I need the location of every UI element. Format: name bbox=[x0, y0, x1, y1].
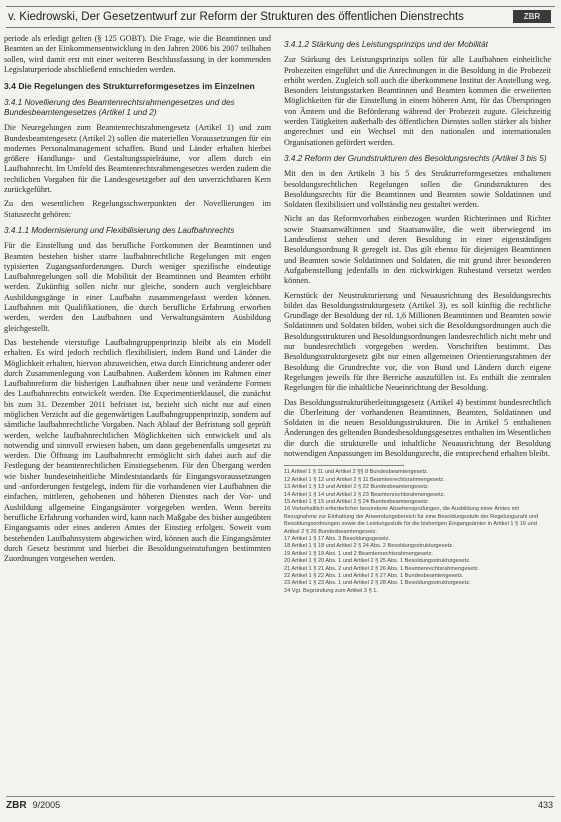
footnote: 21 Artikel 1 § 21 Abs. 2 und Artikel 2 § 26 Abs. 1 Beamtenrechtsrahmengesetz. bbox=[284, 565, 480, 572]
footnote: 15 Artikel 1 § 15 und Artikel 2 § 24 Bundesbeamtengesetz. bbox=[284, 498, 430, 505]
left-column bbox=[4, 34, 271, 782]
footnote: 18 Artikel 1 § 18 und Artikel 2 § 24 Abs. 2 Besoldungsstrukturgesetz. bbox=[284, 543, 454, 550]
section-heading: 3.4 Die Regelungen des Strukturreformgesetzes im Einzelnen bbox=[4, 81, 255, 92]
footnote: 16 Vorbehaltlich erforderlicher besonderer Absehensprüfungen, die Ausbildung einer Amtes mit Bezugnahme zur Einhaltung der Anwendungsbereich für eine Besoldungsstufe der Regelungszahl und Besoldungsordnungen sowie die Leistungsstufe für die bisherigen Eingangsämter in Artikel 1 § 16 und Artikel 2 § 26 Bundesbeamtengesetz. bbox=[284, 506, 539, 535]
paragraph: Zu den wesentlichen Regelungsschwerpunkten der Novellierungen im Statusrecht gehören: bbox=[4, 199, 271, 219]
paragraph: Mit den in den Artikeln 3 bis 5 des Strukturreformgesetzes enthaltenen besoldungsrechtlichen Regelungen sollen die Grundstrukturen des Besoldungsrechts für die Beamtinnen und Beamten sowie Soldatinnen und Soldaten flexibilisiert und vollständig neu gestaltet werden. bbox=[284, 169, 551, 210]
footnote: 11 Artikel 1 § 11 und Artikel 2 §§ 8 Bundesbeamtengesetz. bbox=[284, 469, 429, 476]
running-header bbox=[6, 6, 555, 28]
section-heading: 3.4.1 Novellierung des Beamtenrechtsrahmengesetzes und des Bundesbeamtengesetzes (Artikel 1 und 2) bbox=[4, 97, 235, 117]
section-heading: 3.4.1.2 Stärkung des Leistungsprinzips und der Mobilität bbox=[284, 40, 488, 49]
section-heading: 3.4.2 Reform der Grundstrukturen des Besoldungsrechts (Artikel 3 bis 5) bbox=[284, 153, 547, 163]
right-column bbox=[284, 34, 551, 782]
paragraph: Das Besoldungsstrukturüberleitungsgesetz (Artikel 4) bestimmt bundesrechtlich die Überleitung der vorhandenen Beamtinnen, Beamten, Soldatinnen und Soldaten in die neuen Besoldungsstrukturen. Die in Artikel 5 enthaltenen Änderungen des geltenden Bundesbesoldungsgesetzes enthalten im Wesentlichen die durch die strukturelle und inhaltliche Neuausrichtung der Besoldung notwendigen Anpassungen im Besoldungsrecht, die entsprechend erhalten bleibt. bbox=[284, 397, 551, 458]
page-number: 433 bbox=[537, 800, 553, 810]
paragraph: Nicht an das Reformvorhaben einbezogen wurden Richterinnen und Richter sowie Staatsanwältinnen und Staatsanwälte, die weit überwiegend im Landesdienst stehen und deren Besoldung in einer eigenständigen Besoldungsordnung R geregelt ist. Das gilt ebenso für diejenigen Beamtinnen und Beamten sowie Soldatinnen und Soldaten, die mit grund ihrer besonderen Aufgabenstellung jedenfalls in den rückwirkigen Ruhestand versetzt werden können. bbox=[284, 214, 551, 286]
paragraph: Das bestehende vierstufige Laufbahngruppenprinzip bleibt als ein Modell erhalten. Es wird jedoch rechtlich flexibilisiert, indem Bund und Länder die Möglichkeit erhalten, hiervon abzuweichen, etwa durch Einrichtung anderer oder durch Zusammenlegung von Laufbahnen. Außerdem können im Rahmen einer Laufbahnreform die bisherigen Laufbahnen über neue und veränderte Formen des Laufbahnrechts entwickelt werden. Die Experimentierklausel, die zunächst bis zum 31. Dezember 2011 befristet ist, bezieht sich nicht nur auf einen möglichen Verzicht auf die gegenwärtigen Laufbahngruppenprinzip, sondern auf sämtliche laufbahnrechtliche Vorgaben. Nach Ablauf der Befristung soll geprüft werden, welche laufbahnrechtlichen Möglichkeiten sich entwickelt und als notwendig und sinnvoll erwiesen haben, um dann gegebenenfalls umgesetzt zu werden. Die Öffnung im Laufbahnrecht ermöglicht sich dabei auch auf die Festlegung der beamtenrechtlichen Einstiegsebenen. Für den Übergang werden wie bisher bundeseinheitliche Mindeststandards für Eingangsvoraussetzungen und -anforderungen festgelegt, indem für die vorhandenen vier Laufbahnen die einfachen, mittleren, gehobenen und höheren Dienstes nach der Vor- und Ausbildung allgemeine Eingangsämter vorgegeben werden. Wenn bereits berufliche Erfahrung vorhanden wird, kann nach Maßgabe des bisher ausgeübten Eingangsamts oder eines anderen Amtes der Einstieg erfolgen. Soweit vom bestehenden Laufbahnsystem abgewichen wird, können auch die Eingangsämter durch Gesetz bestimmt und hierbei die Besoldungseinstufungen bestimmten Zuordnungen vorgesehen werden. bbox=[4, 337, 271, 564]
footer-issue: 9/2005 bbox=[32, 800, 61, 810]
section-heading: 3.4.1.1 Modernisierung und Flexibilisierung des Laufbahnrechts bbox=[4, 225, 235, 235]
footnote: 19 Artikel 1 § 19 Abs. 1 und 2 Beamtenrechtsrahmengesetz. bbox=[284, 550, 433, 557]
footnote: 22 Artikel 1 § 22 Abs. 1 und Artikel 2 § 27 Abs. 1 Bundesbeamtengesetz. bbox=[284, 572, 464, 579]
footnote: 23 Artikel 1 § 23 Abs. 1 und Artikel 2 § 28 Abs. 1 Besoldungsstrukturgesetz. bbox=[284, 580, 471, 587]
paragraph: Kernstück der Neustrukturierung und Neuausrichtung des Besoldungsrechts bildet das Besoldungsstrukturgesetz (Artikel 3), es soll künftig die rechtliche Grundlage der Besoldung der rd. 1,6 Millionen Beamtinnen und Beamten sowie Soldatinnen und Soldaten bilden, wobei sich die Besoldungsordnungen auch die Besoldungsstrukturen und Besoldungsordnungen landesrechtlich nicht mehr und nur bundesrechtlich vorgegeben werden. Vorschriften bestimmt. Das Besoldungsstrukturgesetz gibt nur einen allgemeinen Orientierungsrahmen der Besoldung die Grundrechte vor, die von Bund und Ländern durch eigene Regelungen jeweils für ihre Bereiche auszufüllen ist. Es enthält die zentralen Regelungen für die inhaltliche Neueinrichtung der Besoldung. bbox=[284, 290, 551, 393]
footnote: 13 Artikel 1 § 13 und Artikel 2 § 22 Bundesbeamtengesetz. bbox=[284, 484, 430, 491]
footnote: 17 Artikel 1 § 17 Abs. 3 Besoldungsgesetz. bbox=[284, 535, 391, 542]
journal-logo: ZBR bbox=[513, 10, 551, 23]
paragraph: Für die Einstellung und das berufliche Fortkommen der Beamtinnen und Beamten bestehen bisher starre laufbahnrechtliche Regelungen mit engen typisierten Zugangsanforderungen. Durch weniger spezifische eindeutige Laufbahnregelungen soll die Mobilität der Beamtinnen und Beamten erhöht werden. Zukünftig sollen nicht nur gleiche, sondern auch vergleichbare Ausbildungsgänge in einer Laufbahn zusammengefasst werden können. Laufbahnen mit Qualifikationen, die durch berufliche Erfahrung erworben werden, werden den Laufbahnen und Verwaltungsämtern Ausbildung gleichgestellt. bbox=[4, 241, 271, 333]
paragraph: periode als erledigt gelten (§ 125 GOBT). Die Frage, wie die Beamtinnen und Beamten an der Einkommensentwicklung in den Jahren 2006 bis 2007 teilhaben sollen, wird damit erst mit einer weiteren Beschlussfassung in der kommenden Legislaturperiode abschließend entschieden werden. bbox=[4, 34, 271, 74]
footnote: 24 Vgl. Begründung zum Artikel 3 § 1. bbox=[284, 587, 378, 594]
footnote: 20 Artikel 1 § 20 Abs. 1 und Artikel 2 § 25 Abs. 1 Besoldungsstrukturgesetz. bbox=[284, 558, 471, 565]
footnote: 14 Artikel 1 § 14 und Artikel 2 § 23 Beamtenrechtsrahmengesetz. bbox=[284, 491, 446, 498]
page-footer bbox=[6, 796, 555, 813]
footnote: 12 Artikel 1 § 12 und Artikel 2 § 11 Beamtenrechtsrahmengesetz. bbox=[284, 476, 445, 483]
paragraph: Zur Stärkung des Leistungsprinzips sollen für alle Laufbahnen einheitliche Probezeiten eingeführt und die Anrechnungen in die Besoldung in die Probezeit erhöht werden. Zugleich soll auch die überkommene Institut der Anstellung weg. Besonders leistungsstarken Beamtinnen und Beamten kommen die erweiterten Möglichkeiten für die Einstellung in einem höheren Amt, für das Überspringen von Ämtern und die Beförderung während der Probezeit zugute. Gleichzeitig werden Tätigkeiten außerhalb des öffentlichen Dienstes sollen stärker als bisher angerechnet und ein Wechsel mit den nationalen und internationalen Organisationen gefördert werden. bbox=[284, 55, 551, 147]
footnote-divider bbox=[284, 465, 404, 466]
header-title: v. Kiedrowski, Der Gesetzentwurf zur Reform der Strukturen des öffentlichen Dienstrechts bbox=[8, 11, 464, 23]
paragraph: Die Neuregelungen zum Beamtenrechtsrahmengesetz (Artikel 1) und zum Bundesbeamtengesetz (Artikel 2) sollen die materiellen Voraussetzungen für ein modernes Personalmanagement schaffen. Bund und Länder erhalten hierbei größere Handlungs- und Gestaltungsspielräume, vor allem durch ein Laufbahnrecht. Im Umfeld des Beamtenrechtsrahmengesetzes werden zudem die rechtlichen Vorgaben für die Landesgesetzgeber auf den unverzichtbaren Kern zurückgeführt. bbox=[4, 123, 271, 195]
footer-journal: ZBR bbox=[6, 799, 27, 811]
